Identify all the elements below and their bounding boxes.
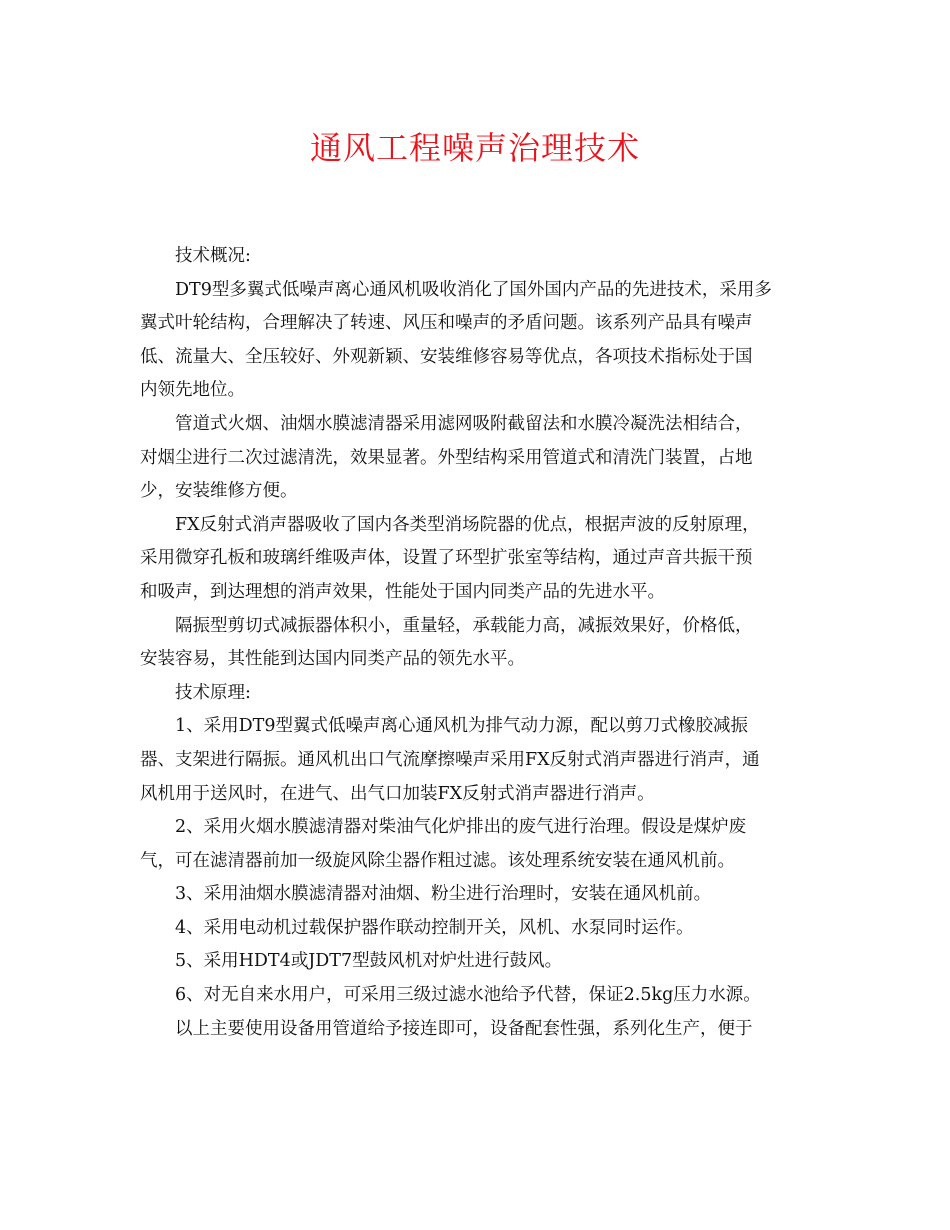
text-line: 技术概况: <box>175 246 251 266</box>
text-line: FX反射式消声器吸收了国内各类型消场院器的优点，根据声波的反射原理， <box>175 514 760 535</box>
text-line: 对烟尘进行二次过滤清洗，效果显著。外型结构采用管道式和清洗门装置，占地 <box>140 447 753 468</box>
paragraph <box>140 509 808 610</box>
paragraph <box>140 710 808 811</box>
paragraph <box>140 945 808 979</box>
text-line: DT9型多翼式低噪声离心通风机吸收消化了国外国内产品的先进技术，采用多 <box>175 279 772 300</box>
paragraph <box>140 240 808 274</box>
text-line: 2、采用火烟水膜滤清器对柴油气化炉排出的废气进行治理。假设是煤炉废 <box>175 817 747 838</box>
paragraph <box>140 677 808 711</box>
text-line: 隔振型剪切式减振器体积小，重量轻，承载能力高，减振效果好，价格低， <box>175 615 753 636</box>
text-line: 6、对无自来水用户，可采用三级过滤水池给予代替，保证2.5kg压力水源。 <box>175 985 761 1006</box>
document-title: 通风工程噪声治理技术 <box>309 129 640 167</box>
paragraph <box>140 610 808 677</box>
paragraph <box>140 274 808 408</box>
document-body <box>140 240 808 1046</box>
text-line: 技术原理: <box>175 682 251 703</box>
text-line: 风机用于送风时，在进气、出气口加装FX反射式消声器进行消声。 <box>140 783 655 804</box>
paragraph <box>140 878 808 912</box>
text-line: 器、支架进行隔振。通风机出口气流摩擦噪声采用FX反射式消声器进行消声，通 <box>140 749 760 770</box>
paragraph <box>140 811 808 878</box>
text-line: 3、采用油烟水膜滤清器对油烟、粉尘进行治理时，安装在通风机前。 <box>175 884 712 905</box>
text-line: 安装容易，其性能到达国内同类产品的领先水平。 <box>140 649 525 670</box>
text-line: 采用微穿孔板和玻璃纤维吸声体，设置了环型扩张室等结构，通过声音共振干预 <box>140 548 753 569</box>
text-line: 1、采用DT9型翼式低噪声离心通风机为排气动力源，配以剪刀式橡胶减振 <box>175 716 748 737</box>
text-line: 管道式火烟、油烟水膜滤清器采用滤网吸附截留法和水膜冷凝洗法相结合， <box>175 413 753 434</box>
paragraph <box>140 1013 808 1047</box>
paragraph <box>140 912 808 946</box>
text-line: 以上主要使用设备用管道给予接连即可，设备配套性强，系列化生产，便于 <box>175 1018 753 1039</box>
text-line: 内领先地位。 <box>140 380 245 401</box>
text-line: 少，安装维修方便。 <box>140 481 298 502</box>
text-line: 低、流量大、全压较好、外观新颖、安装维修容易等优点，各项技术指标处于国 <box>140 346 753 367</box>
text-line: 和吸声，到达理想的消声效果，性能处于国内同类产品的先进水平。 <box>140 581 665 602</box>
text-line: 翼式叶轮结构，合理解决了转速、风压和噪声的矛盾问题。该系列产品具有噪声 <box>140 313 753 334</box>
paragraph <box>140 979 808 1013</box>
text-line: 4、采用电动机过载保护器作联动控制开关，风机、水泵同时运作。 <box>175 917 694 938</box>
paragraph <box>140 408 808 509</box>
text-line: 5、采用HDT4或JDT7型鼓风机对炉灶进行鼓风。 <box>175 951 563 972</box>
text-line: 气，可在滤清器前加一级旋风除尘器作粗过滤。该处理系统安装在通风机前。 <box>140 850 735 871</box>
